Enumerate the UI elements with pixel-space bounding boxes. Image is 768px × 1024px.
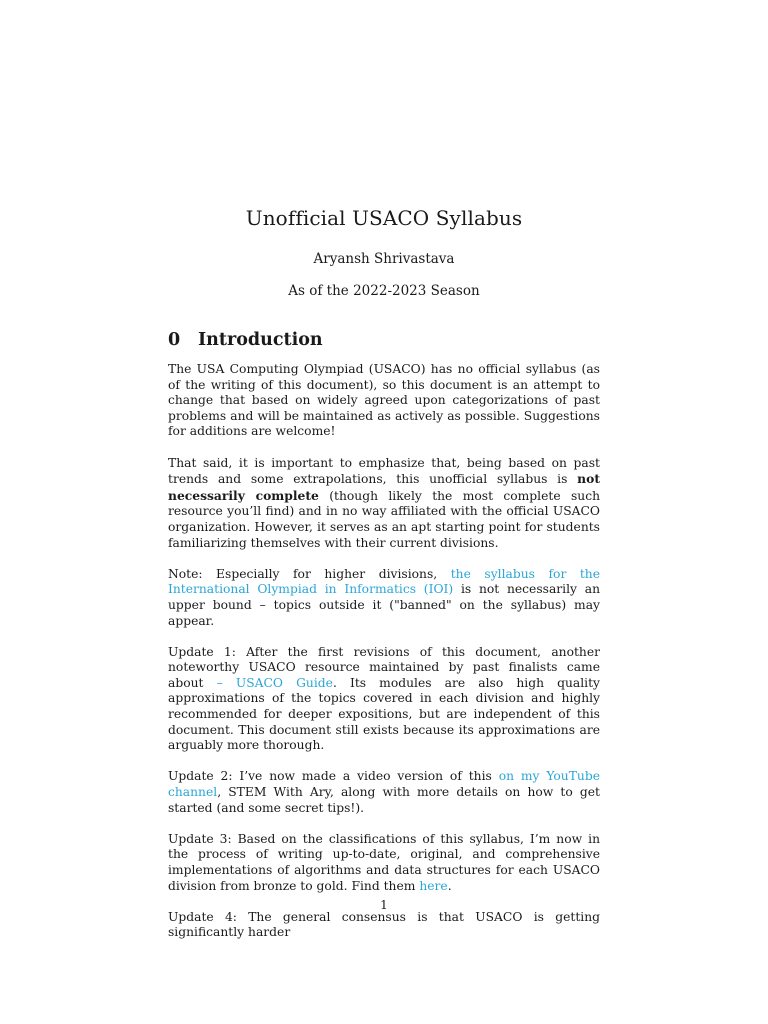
usaco-guide-link[interactable]: – USACO Guide [216, 675, 333, 690]
paragraph-update-3 [168, 832, 600, 894]
paragraph-update-1 [168, 645, 600, 754]
youtube-channel-link[interactable]: on my YouTube channel [168, 769, 600, 800]
section-heading [168, 330, 600, 350]
document-date: As of the 2022-2023 Season [288, 283, 480, 299]
paragraph-text: . Its modules are also high quality approximations of the topics covered in each division and highly recommended for deeper expositions, but are independent of this document. This document still exists because its approximations are arguably more thorough. [168, 675, 600, 753]
paragraph-text: That said, it is important to emphasize that, being based on past trends and some extrapolations, this unofficial syllabus is [168, 455, 600, 487]
paragraph-disclaimer [168, 456, 600, 552]
document-title: Unofficial USACO Syllabus [245, 206, 523, 230]
paragraph-text: Note: Especially for higher divisions, [168, 566, 451, 581]
paragraph-note [168, 567, 600, 629]
section-body [168, 362, 600, 957]
paragraph-update-2 [168, 769, 600, 816]
page-number: 1 [380, 898, 388, 912]
paragraph-text: Update 1: After the first revisions of this document, another noteworthy USACO resource maintained by past finalists came about [168, 644, 600, 690]
document-author: Aryansh Shrivastava [313, 251, 455, 267]
paragraph-text: Update 2: I’ve now made a video version of this [168, 769, 499, 784]
paragraph-text: is not necessarily an upper bound – topics outside it ("banned" on the syllabus) may appear. [168, 582, 600, 628]
ioi-syllabus-link[interactable]: the syllabus for the International Olympiad in Informatics (IOI) [168, 566, 600, 597]
paragraph-intro: The USA Computing Olympiad (USACO) has no official syllabus (as of the writing of this document), so this document is an attempt to change that based on widely agreed upon categorizations of past problems and will be maintained as actively as possible. Suggestions for additions are welcome! [168, 362, 600, 439]
paragraph-text: (though likely the most complete such resource you’ll find) and in no way affiliated with the official USACO organization. However, it serves as an apt starting point for students familiarizing themselves with their current divisions. [168, 488, 600, 550]
paragraph-text: Update 3: Based on the classifications of this syllabus, I’m now in the process of writing up-to-date, original, and comprehensive implementations of algorithms and data structures for each USACO division from bronze to gold. Find them [168, 831, 600, 893]
paragraph-text: , STEM With Ary, along with more details on how to get started (and some secret tips!). [168, 785, 600, 815]
emphasis-not-complete: not necessarily complete [168, 471, 600, 503]
implementations-link[interactable]: here [419, 878, 448, 893]
section-number: 0 [168, 330, 181, 350]
paragraph-update-4: Update 4: The general consensus is that USACO is getting significantly harder [168, 909, 600, 940]
paragraph-text: . [447, 878, 452, 893]
section-title: Introduction [198, 330, 323, 350]
